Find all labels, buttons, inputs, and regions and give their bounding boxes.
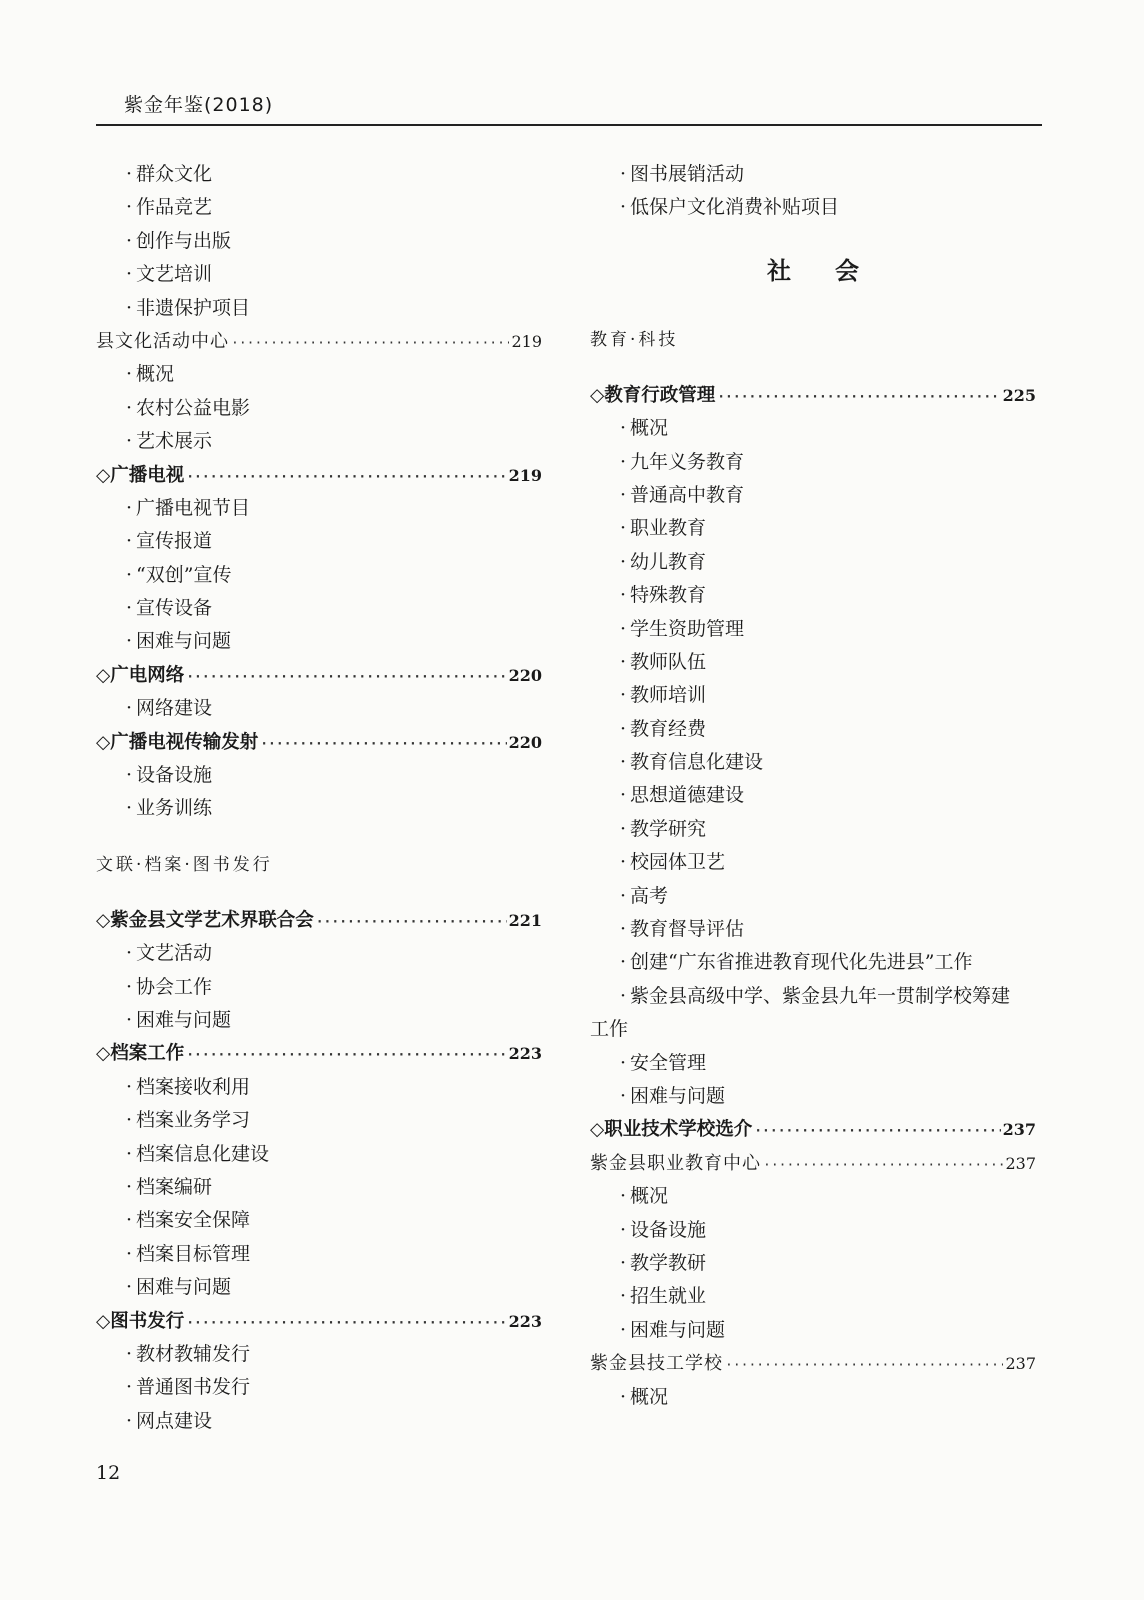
- toc-subitem: [590, 746, 1036, 779]
- bullet-icon: ·: [126, 163, 133, 185]
- toc-subitem: [96, 971, 542, 1004]
- book-title: 紫金年鉴(2018): [124, 94, 274, 116]
- toc-entry-label: 宣传报道: [136, 530, 213, 553]
- bullet-icon: ·: [126, 229, 133, 252]
- toc-entry-label: 幼儿教育: [630, 550, 707, 573]
- toc-entry-label: 学生资助管理: [630, 617, 745, 640]
- toc-subitem: [590, 613, 1036, 646]
- toc-entry-label: 困难与问题: [136, 1008, 232, 1031]
- toc-subitem: [590, 579, 1036, 612]
- toc-subitem: [590, 1047, 1036, 1080]
- bullet-icon: ·: [620, 1251, 627, 1274]
- bullet-icon: ·: [126, 597, 133, 620]
- toc-entry-label: 档案业务学习: [136, 1109, 251, 1132]
- bullet-icon: ·: [126, 1142, 133, 1165]
- toc-entry: [96, 459, 542, 492]
- bullet-icon: ·: [126, 1276, 133, 1299]
- toc-entry: [590, 379, 1036, 412]
- toc-unit-entry: [590, 1147, 1036, 1180]
- toc-entry: [96, 1037, 542, 1070]
- toc-entry-label: 教师培训: [630, 684, 707, 707]
- toc-entry-label: 特殊教育: [630, 584, 707, 607]
- toc-entry-label: 业务训练: [136, 797, 213, 820]
- bullet-icon: ·: [126, 1109, 133, 1132]
- bullet-icon: ·: [620, 517, 627, 540]
- toc-entry-label: 协会工作: [136, 975, 213, 998]
- toc-subitem: [96, 358, 542, 391]
- toc-page-number: 223: [508, 1044, 542, 1064]
- toc-entry-label: 设备设施: [630, 1218, 707, 1241]
- toc-subitem: [590, 158, 1036, 191]
- toc-entry-label: 群众文化: [136, 163, 213, 185]
- toc-entry-label: ◇广电网络: [96, 664, 185, 686]
- toc-subitem: [96, 1171, 542, 1204]
- toc-subitem: [96, 525, 542, 558]
- toc-entry-label: 广播电视节目: [136, 496, 251, 519]
- toc-entry: [96, 659, 542, 692]
- toc-subitem: [96, 191, 542, 224]
- toc-page-number: 219: [508, 465, 542, 485]
- toc-subitem: [590, 1080, 1036, 1113]
- bullet-icon: ·: [620, 1218, 627, 1241]
- toc-subitem: [96, 492, 542, 525]
- toc-subitem: [96, 292, 542, 325]
- toc-entry-label: 教学教研: [630, 1251, 707, 1274]
- bullet-icon: ·: [126, 1376, 133, 1399]
- toc-entry-label: ◇紫金县文学艺术界联合会: [96, 909, 314, 931]
- toc-subitem: [96, 1238, 542, 1271]
- toc-subitem: [96, 759, 542, 792]
- toc-subitem: [590, 1314, 1036, 1347]
- bullet-icon: ·: [620, 918, 627, 941]
- toc-subitem: [590, 1180, 1036, 1213]
- toc-page-number: 220: [508, 665, 542, 685]
- toc-page-number: 237: [1002, 1120, 1036, 1140]
- toc-entry-label: 困难与问题: [136, 1276, 232, 1299]
- toc-entry-label: 文艺活动: [136, 942, 213, 965]
- leader-dots: [186, 661, 506, 694]
- toc-page-number: 225: [1002, 385, 1036, 405]
- toc-entry-label: 招生就业: [630, 1285, 707, 1308]
- bullet-icon: ·: [620, 751, 627, 774]
- bullet-icon: ·: [126, 296, 133, 319]
- toc-entry-label: 创建“广东省推进教育现代化先进县”工作: [630, 951, 973, 974]
- toc-subitem: [96, 937, 542, 970]
- toc-subitem: [96, 425, 542, 458]
- toc-entry-label: 概况: [630, 417, 669, 440]
- toc-subitem: [96, 1371, 542, 1404]
- bullet-icon: ·: [620, 717, 627, 740]
- toc-subitem: [590, 1280, 1036, 1313]
- toc-left-column: [96, 158, 542, 1438]
- toc-entry-label: 教材教辅发行: [136, 1342, 251, 1365]
- leader-dots: [231, 327, 509, 360]
- toc-subitem: [590, 412, 1036, 445]
- section-heading: 教育·科技: [590, 329, 679, 350]
- toc-entry-label: 概况: [630, 1185, 669, 1208]
- toc-entry-label: 低保户文化消费补贴项目: [630, 196, 840, 219]
- toc-entry-label: 网络建设: [136, 697, 213, 720]
- leader-dots: [316, 906, 507, 939]
- bullet-icon: ·: [620, 817, 627, 840]
- toc-entry: [96, 1305, 542, 1338]
- leader-dots: [260, 728, 506, 761]
- toc-entry-label: 文艺培训: [136, 263, 213, 286]
- toc-subitem: [96, 1405, 542, 1438]
- toc-subitem: [96, 1138, 542, 1171]
- toc-entry-label: 校园体卫艺: [630, 851, 726, 874]
- toc-subitem: [96, 1271, 542, 1304]
- bullet-icon: ·: [620, 584, 627, 607]
- toc-entry-label: 档案信息化建设: [136, 1142, 270, 1165]
- bullet-icon: ·: [620, 784, 627, 807]
- leader-dots: [763, 1149, 1003, 1182]
- toc-subitem: [96, 559, 542, 592]
- toc-subitem: [96, 225, 542, 258]
- bullet-icon: ·: [620, 684, 627, 707]
- toc-subitem: [590, 1247, 1036, 1280]
- toc-entry-label: ◇教育行政管理: [590, 384, 716, 406]
- toc-subitem: [590, 679, 1036, 712]
- toc-entry-label: 网点建设: [136, 1409, 213, 1432]
- bullet-icon: ·: [620, 851, 627, 874]
- toc-entry-label: ◇图书发行: [96, 1310, 185, 1332]
- bullet-icon: ·: [620, 1318, 627, 1341]
- toc-subitem: [96, 1004, 542, 1037]
- page-number: 12: [96, 1462, 121, 1484]
- bullet-icon: ·: [620, 1084, 627, 1107]
- toc-entry-label: 思想道德建设: [630, 784, 745, 807]
- toc-page-number: 219: [511, 331, 542, 351]
- toc-subitem: [96, 1104, 542, 1137]
- bullet-icon: ·: [620, 1385, 627, 1408]
- toc-entry-label: 紫金县高级中学、紫金县九年一贯制学校筹建: [630, 984, 1011, 1007]
- toc-entry-label: 紫金县职业教育中心: [590, 1152, 761, 1174]
- bullet-icon: ·: [620, 196, 627, 219]
- page-header: [96, 86, 1042, 126]
- leader-dots: [754, 1115, 1000, 1148]
- bullet-icon: ·: [126, 1175, 133, 1198]
- toc-entry-label: 紫金县技工学校: [590, 1353, 723, 1375]
- toc-entry-label: 宣传设备: [136, 597, 213, 620]
- toc-entry-label: 档案安全保障: [136, 1209, 251, 1232]
- toc-subitem: [590, 913, 1036, 946]
- bullet-icon: ·: [620, 163, 627, 185]
- toc-subitem: [590, 980, 1036, 1013]
- toc-entry-label: 教育经费: [630, 717, 707, 740]
- toc-page-number: 237: [1005, 1354, 1036, 1374]
- toc-subitem: [590, 1214, 1036, 1247]
- toc-entry-label: 教学研究: [630, 817, 707, 840]
- toc-entry-label: ◇职业技术学校选介: [590, 1119, 753, 1141]
- toc-entry-label: 设备设施: [136, 764, 213, 787]
- toc-subitem: [96, 1338, 542, 1371]
- major-section-heading: 社会: [767, 256, 903, 285]
- toc-subitem: [590, 446, 1036, 479]
- bullet-icon: ·: [126, 1342, 133, 1365]
- bullet-icon: ·: [126, 975, 133, 998]
- section-heading: 文联·档案·图书发行: [96, 854, 273, 875]
- bullet-icon: ·: [620, 884, 627, 907]
- toc-page-number: 221: [508, 910, 542, 930]
- toc-page-number: 223: [508, 1311, 542, 1331]
- bullet-icon: ·: [620, 617, 627, 640]
- toc-entry-label: 创作与出版: [136, 229, 232, 252]
- toc-subitem: [96, 692, 542, 725]
- bullet-icon: ·: [126, 1075, 133, 1098]
- toc-entry: [96, 904, 542, 937]
- bullet-icon: ·: [126, 563, 133, 586]
- toc-subitem: [590, 512, 1036, 545]
- toc-subitem-continuation: 工作: [590, 1018, 629, 1041]
- bullet-icon: ·: [126, 697, 133, 720]
- toc-entry-label: 教师队伍: [630, 650, 707, 673]
- toc-entry-label: 普通高中教育: [630, 483, 745, 506]
- toc-entry: [590, 1113, 1036, 1146]
- toc-unit-entry: [590, 1347, 1036, 1380]
- toc-entry-label: 困难与问题: [136, 630, 232, 653]
- toc-entry-label: 职业教育: [630, 517, 707, 540]
- toc-entry-label: ◇档案工作: [96, 1043, 185, 1065]
- bullet-icon: ·: [126, 1242, 133, 1265]
- toc-subitem: [96, 625, 542, 658]
- toc-entry-label: 县文化活动中心: [96, 330, 229, 352]
- toc-subitem: [590, 1381, 1036, 1414]
- toc-entry-label: 艺术展示: [136, 430, 213, 453]
- toc-entry-label: 教育督导评估: [630, 918, 745, 941]
- bullet-icon: ·: [126, 630, 133, 653]
- toc-entry-label: 高考: [630, 884, 669, 907]
- toc-subitem: [590, 846, 1036, 879]
- bullet-icon: ·: [126, 1209, 133, 1232]
- toc-entry-label: 困难与问题: [630, 1084, 726, 1107]
- toc-subitem: [96, 792, 542, 825]
- toc-entry-label: 档案目标管理: [136, 1242, 251, 1265]
- toc-entry-label: 图书展销活动: [630, 163, 745, 185]
- toc-right-column: [590, 158, 1036, 1414]
- toc-entry-label: 概况: [630, 1385, 669, 1408]
- toc-entry-label: 九年义务教育: [630, 450, 745, 473]
- toc-page-number: 237: [1005, 1153, 1036, 1173]
- bullet-icon: ·: [126, 396, 133, 419]
- bullet-icon: ·: [620, 1285, 627, 1308]
- toc-entry-label: 农村公益电影: [136, 396, 251, 419]
- bullet-icon: ·: [126, 764, 133, 787]
- bullet-icon: ·: [126, 1409, 133, 1432]
- toc-entry: [96, 726, 542, 759]
- bullet-icon: ·: [620, 951, 627, 974]
- bullet-icon: ·: [126, 363, 133, 386]
- bullet-icon: ·: [620, 984, 627, 1007]
- toc-subitem: [96, 392, 542, 425]
- toc-subitem: [590, 191, 1036, 224]
- toc-entry-label: 安全管理: [630, 1051, 707, 1074]
- leader-dots: [717, 381, 1000, 414]
- leader-dots: [725, 1349, 1003, 1382]
- leader-dots: [186, 461, 506, 494]
- bullet-icon: ·: [126, 263, 133, 286]
- toc-entry-label: 教育信息化建设: [630, 751, 764, 774]
- bullet-icon: ·: [620, 650, 627, 673]
- toc-entry-label: ◇广播电视传输发射: [96, 731, 259, 753]
- leader-dots: [186, 1307, 506, 1340]
- toc-subitem: [590, 646, 1036, 679]
- toc-entry-label: ◇广播电视: [96, 464, 185, 486]
- toc-subitem: [96, 1071, 542, 1104]
- toc-subitem: [96, 592, 542, 625]
- bullet-icon: ·: [620, 417, 627, 440]
- toc-entry-label: 作品竞艺: [136, 196, 213, 219]
- leader-dots: [186, 1039, 506, 1072]
- toc-subitem: [590, 946, 1036, 979]
- toc-subitem: [96, 258, 542, 291]
- bullet-icon: ·: [620, 450, 627, 473]
- bullet-icon: ·: [126, 1008, 133, 1031]
- toc-entry-label: 困难与问题: [630, 1318, 726, 1341]
- bullet-icon: ·: [126, 430, 133, 453]
- toc-subitem: [590, 813, 1036, 846]
- toc-entry-label: 档案编研: [136, 1175, 213, 1198]
- toc-page-number: 220: [508, 732, 542, 752]
- toc-entry-label: 档案接收利用: [136, 1075, 251, 1098]
- toc-subitem: [590, 479, 1036, 512]
- bullet-icon: ·: [620, 483, 627, 506]
- bullet-icon: ·: [126, 942, 133, 965]
- toc-subitem: [590, 713, 1036, 746]
- bullet-icon: ·: [126, 530, 133, 553]
- toc-subitem: [96, 158, 542, 191]
- bullet-icon: ·: [126, 496, 133, 519]
- toc-unit-entry: [96, 325, 542, 358]
- bullet-icon: ·: [620, 550, 627, 573]
- toc-subitem: [590, 880, 1036, 913]
- toc-subitem: [590, 779, 1036, 812]
- toc-entry-label: 概况: [136, 363, 175, 386]
- toc-subitem: [96, 1204, 542, 1237]
- toc-subitem: [590, 546, 1036, 579]
- bullet-icon: ·: [620, 1185, 627, 1208]
- bullet-icon: ·: [126, 196, 133, 219]
- toc-entry-label: 非遗保护项目: [136, 296, 251, 319]
- bullet-icon: ·: [126, 797, 133, 820]
- toc-entry-label: “双创”宣传: [136, 563, 232, 586]
- toc-entry-label: 普通图书发行: [136, 1376, 251, 1399]
- bullet-icon: ·: [620, 1051, 627, 1074]
